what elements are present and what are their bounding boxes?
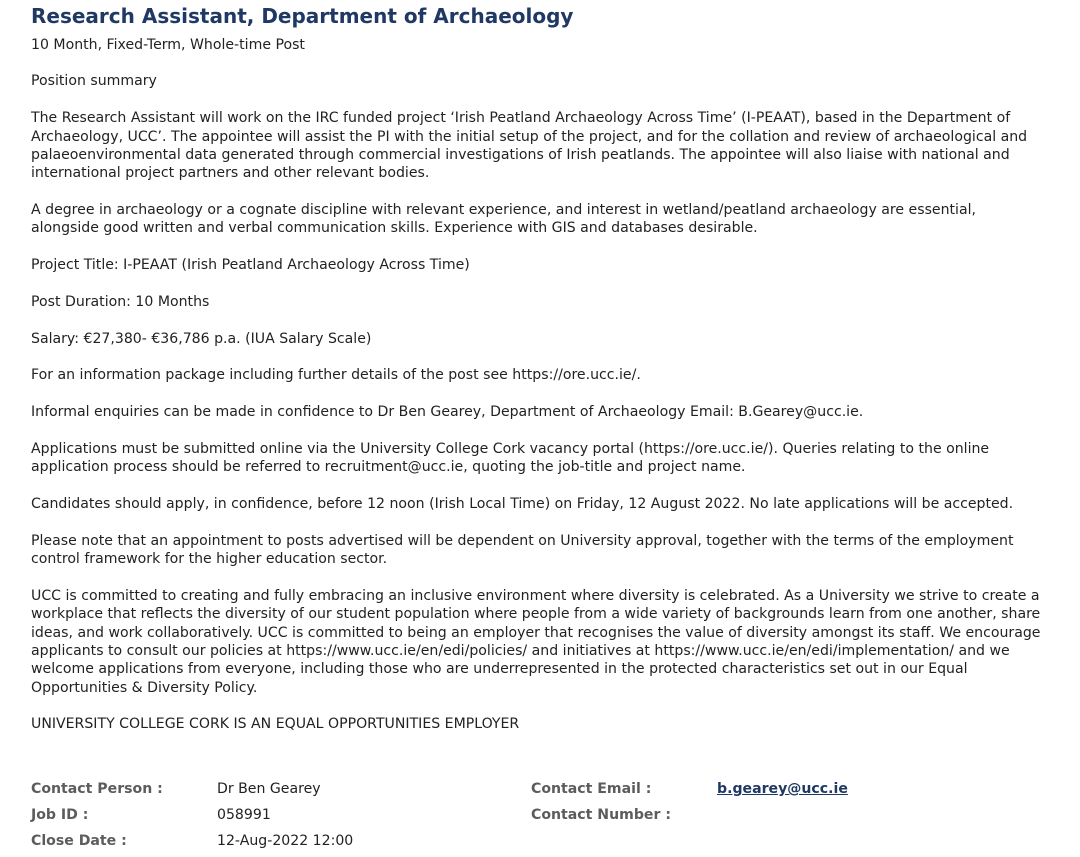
applications-paragraph: Applications must be submitted online via the University College Cork vacancy portal (https://ore.ucc.ie/). Queries relating to the online application process should be referred to recruitment@ucc.ie, quoting the job-title and project name. — [31, 441, 990, 476]
contact-row-job-id — [31, 802, 1051, 828]
job-description — [31, 36, 1041, 752]
contact-row-person — [31, 776, 1051, 802]
diversity-statement-paragraph: UCC is committed to creating and fully embracing an inclusive environment where diversity is celebrated. As a University we strive to create a workplace that reflects the diversity of our student population where people from a wide variety of backgrounds learn from one another, share ideas, and work collaboratively. UCC is committed to being an employer that recognises the value of diversity amongst its staff. We encourage applicants to consult our policies at https://www.ucc.ie/en/edi/policies/ and initiatives at https://www.ucc.ie/en/edi/implementation/ and we welcome applications from everyone, including those who are underrepresented in the protected characteristics set out in our Equal Opportunities & Diversity Policy. — [31, 588, 1041, 696]
post-duration-line: Post Duration: 10 Months — [31, 293, 210, 310]
contact-row-close-date — [31, 828, 1051, 854]
information-package-paragraph: For an information package including further details of the post see https://ore.ucc.ie/. — [31, 367, 641, 384]
contact-person-value: Dr Ben Gearey — [217, 781, 321, 797]
contact-details — [31, 776, 1051, 854]
job-id-value: 058991 — [217, 807, 271, 823]
job-title: Research Assistant, Department of Archaeology — [31, 4, 574, 28]
close-date-value: 12-Aug-2022 12:00 — [217, 833, 354, 849]
approval-note-paragraph: Please note that an appointment to posts advertised will be dependent on University approval, together with the terms of the employment control framework for the higher education sector. — [31, 532, 1014, 568]
project-title-line: Project Title: I-PEAAT (Irish Peatland Archaeology Across Time) — [31, 257, 470, 274]
job-subtitle: 10 Month, Fixed-Term, Whole-time Post — [31, 37, 305, 53]
salary-line: Salary: €27,380- €36,786 p.a. (IUA Salary Scale) — [31, 330, 372, 347]
close-date-label: Close Date : — [31, 833, 127, 849]
informal-enquiries-paragraph: Informal enquiries can be made in confidence to Dr Ben Gearey, Department of Archaeology Email: B.Gearey@ucc.ie. — [31, 404, 864, 421]
job-id-label: Job ID : — [31, 807, 89, 823]
contact-email-link[interactable]: b.gearey@ucc.ie — [717, 781, 848, 797]
position-summary-heading: Position summary — [31, 73, 157, 90]
contact-person-label: Contact Person : — [31, 781, 163, 797]
deadline-paragraph: Candidates should apply, in confidence, before 12 noon (Irish Local Time) on Friday, 12 August 2022. No late applications will be accepted. — [31, 496, 1014, 513]
contact-number-label: Contact Number : — [531, 807, 671, 823]
contact-email-label: Contact Email : — [531, 781, 652, 797]
role-description-paragraph: The Research Assistant will work on the IRC funded project ‘Irish Peatland Archaeology Across Time’ (I-PEAAT), based in the Department of Archaeology, UCC’. The appointee will assist the PI with the initial setup of the project, and for the collation and review of archaeological and palaeoenvironmental data generated through commercial investigations of Irish peatlands. The appointee will also liaise with national and international project partners and other relevant bodies. — [31, 110, 1028, 182]
requirements-paragraph: A degree in archaeology or a cognate discipline with relevant experience, and interest in wetland/peatland archaeology are essential, alongside good written and verbal communication skills. Experience with GIS and databases desirable. — [31, 201, 976, 237]
equal-opportunities-statement: UNIVERSITY COLLEGE CORK IS AN EQUAL OPPORTUNITIES EMPLOYER — [31, 716, 520, 733]
